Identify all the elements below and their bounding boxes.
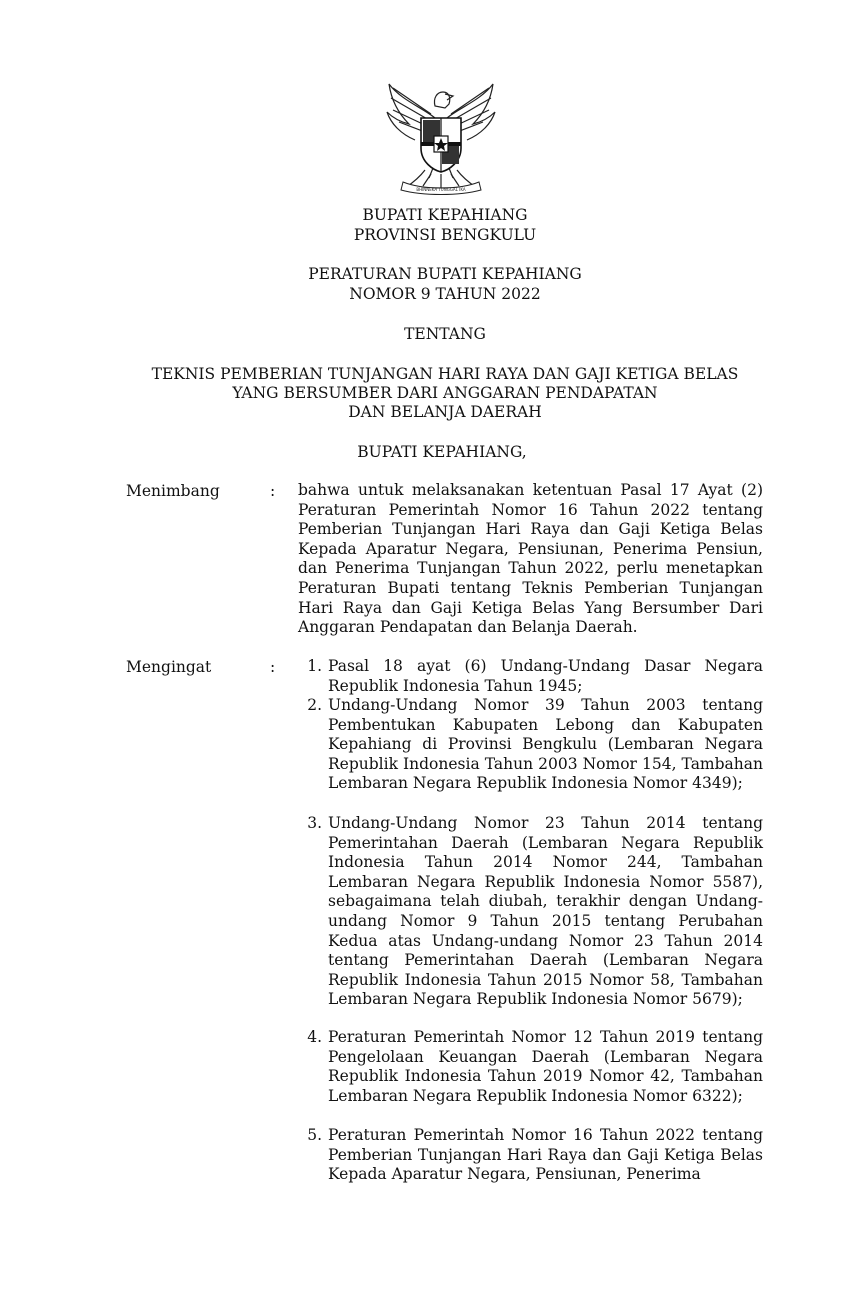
regulation-subject-line-2: YANG BERSUMBER DARI ANGGARAN PENDAPATAN <box>232 384 658 402</box>
menimbang-label: Menimbang <box>126 482 220 500</box>
menimbang-text: bahwa untuk melaksanakan ketentuan Pasal 17 Ayat (2) Peraturan Pemerintah Nomor 16 Tahun 2022 tentang Pemberian Tunjangan Hari Raya dan Gaji Ketiga Belas Kepada Aparatur Negara, Pensiunan, Penerima Pensiun, dan Penerima Tunjangan Tahun 2022, perlu menetapkan Peraturan Bupati tentang Teknis Pemberian Tunjangan Hari Raya dan Gaji Ketiga Belas Yang Bersumber Dari Anggaran Pendapatan dan Belanja Daerah. <box>298 481 763 637</box>
mengingat-item-text: Peraturan Pemerintah Nomor 12 Tahun 2019 tentang Pengelolaan Keuangan Daerah (Lembaran Negara Republik Indonesia Tahun 2019 Nomor 42, Tambahan Lembaran Negara Republik Indonesia Nomor 6322); <box>328 1028 763 1105</box>
mengingat-item-number: 4. <box>307 1028 322 1046</box>
regulation-number: NOMOR 9 TAHUN 2022 <box>349 285 541 303</box>
mengingat-colon: : <box>270 658 276 676</box>
regulation-title: PERATURAN BUPATI KEPAHIANG <box>308 265 582 283</box>
menimbang-colon: : <box>270 482 276 500</box>
mengingat-item-text: Peraturan Pemerintah Nomor 16 Tahun 2022 tentang Pemberian Tunjangan Hari Raya dan Gaji Ketiga Belas Kepada Aparatur Negara, Pensiunan, Penerima <box>328 1126 763 1184</box>
emblem-motto: BHINNEKA TUNGGAL IKA <box>416 187 466 192</box>
mengingat-item-number: 3. <box>307 814 322 832</box>
office-title: BUPATI KEPAHIANG <box>362 206 528 224</box>
garuda-emblem-icon <box>383 78 499 196</box>
enactor-heading: BUPATI KEPAHIANG, <box>357 443 527 461</box>
mengingat-item-text: Undang-Undang Nomor 39 Tahun 2003 tentang Pembentukan Kabupaten Lebong dan Kabupaten Kepahiang di Provinsi Bengkulu (Lembaran Negara Republik Indonesia Tahun 2003 Nomor 154, Tambahan Lembaran Negara Republik Indonesia Nomor 4349); <box>328 696 763 793</box>
regulation-subject-line-3: DAN BELANJA DAERAH <box>348 403 542 421</box>
mengingat-item-number: 5. <box>307 1126 322 1144</box>
mengingat-item-number: 1. <box>307 657 322 675</box>
about-heading: TENTANG <box>404 325 486 343</box>
mengingat-item-number: 2. <box>307 696 322 714</box>
province-title: PROVINSI BENGKULU <box>353 226 537 244</box>
mengingat-label: Mengingat <box>126 658 212 676</box>
regulation-subject-line-1: TEKNIS PEMBERIAN TUNJANGAN HARI RAYA DAN GAJI KETIGA BELAS <box>151 365 739 383</box>
mengingat-item-text: Undang-Undang Nomor 23 Tahun 2014 tentang Pemerintahan Daerah (Lembaran Negara Republik Indonesia Tahun 2014 Nomor 244, Tambahan Lembaran Negara Republik Indonesia Nomor 5587), sebagaimana telah diubah, terakhir dengan Undang-undang Nomor 9 Tahun 2015 tentang Perubahan Kedua atas Undang-undang Nomor 23 Tahun 2014 tentang Pemerintahan Daerah (Lembaran Negara Republik Indonesia Tahun 2015 Nomor 58, Tambahan Lembaran Negara Republik Indonesia Nomor 5679); <box>328 814 763 1009</box>
mengingat-item-text: Pasal 18 ayat (6) Undang-Undang Dasar Negara Republik Indonesia Tahun 1945; <box>328 657 763 695</box>
